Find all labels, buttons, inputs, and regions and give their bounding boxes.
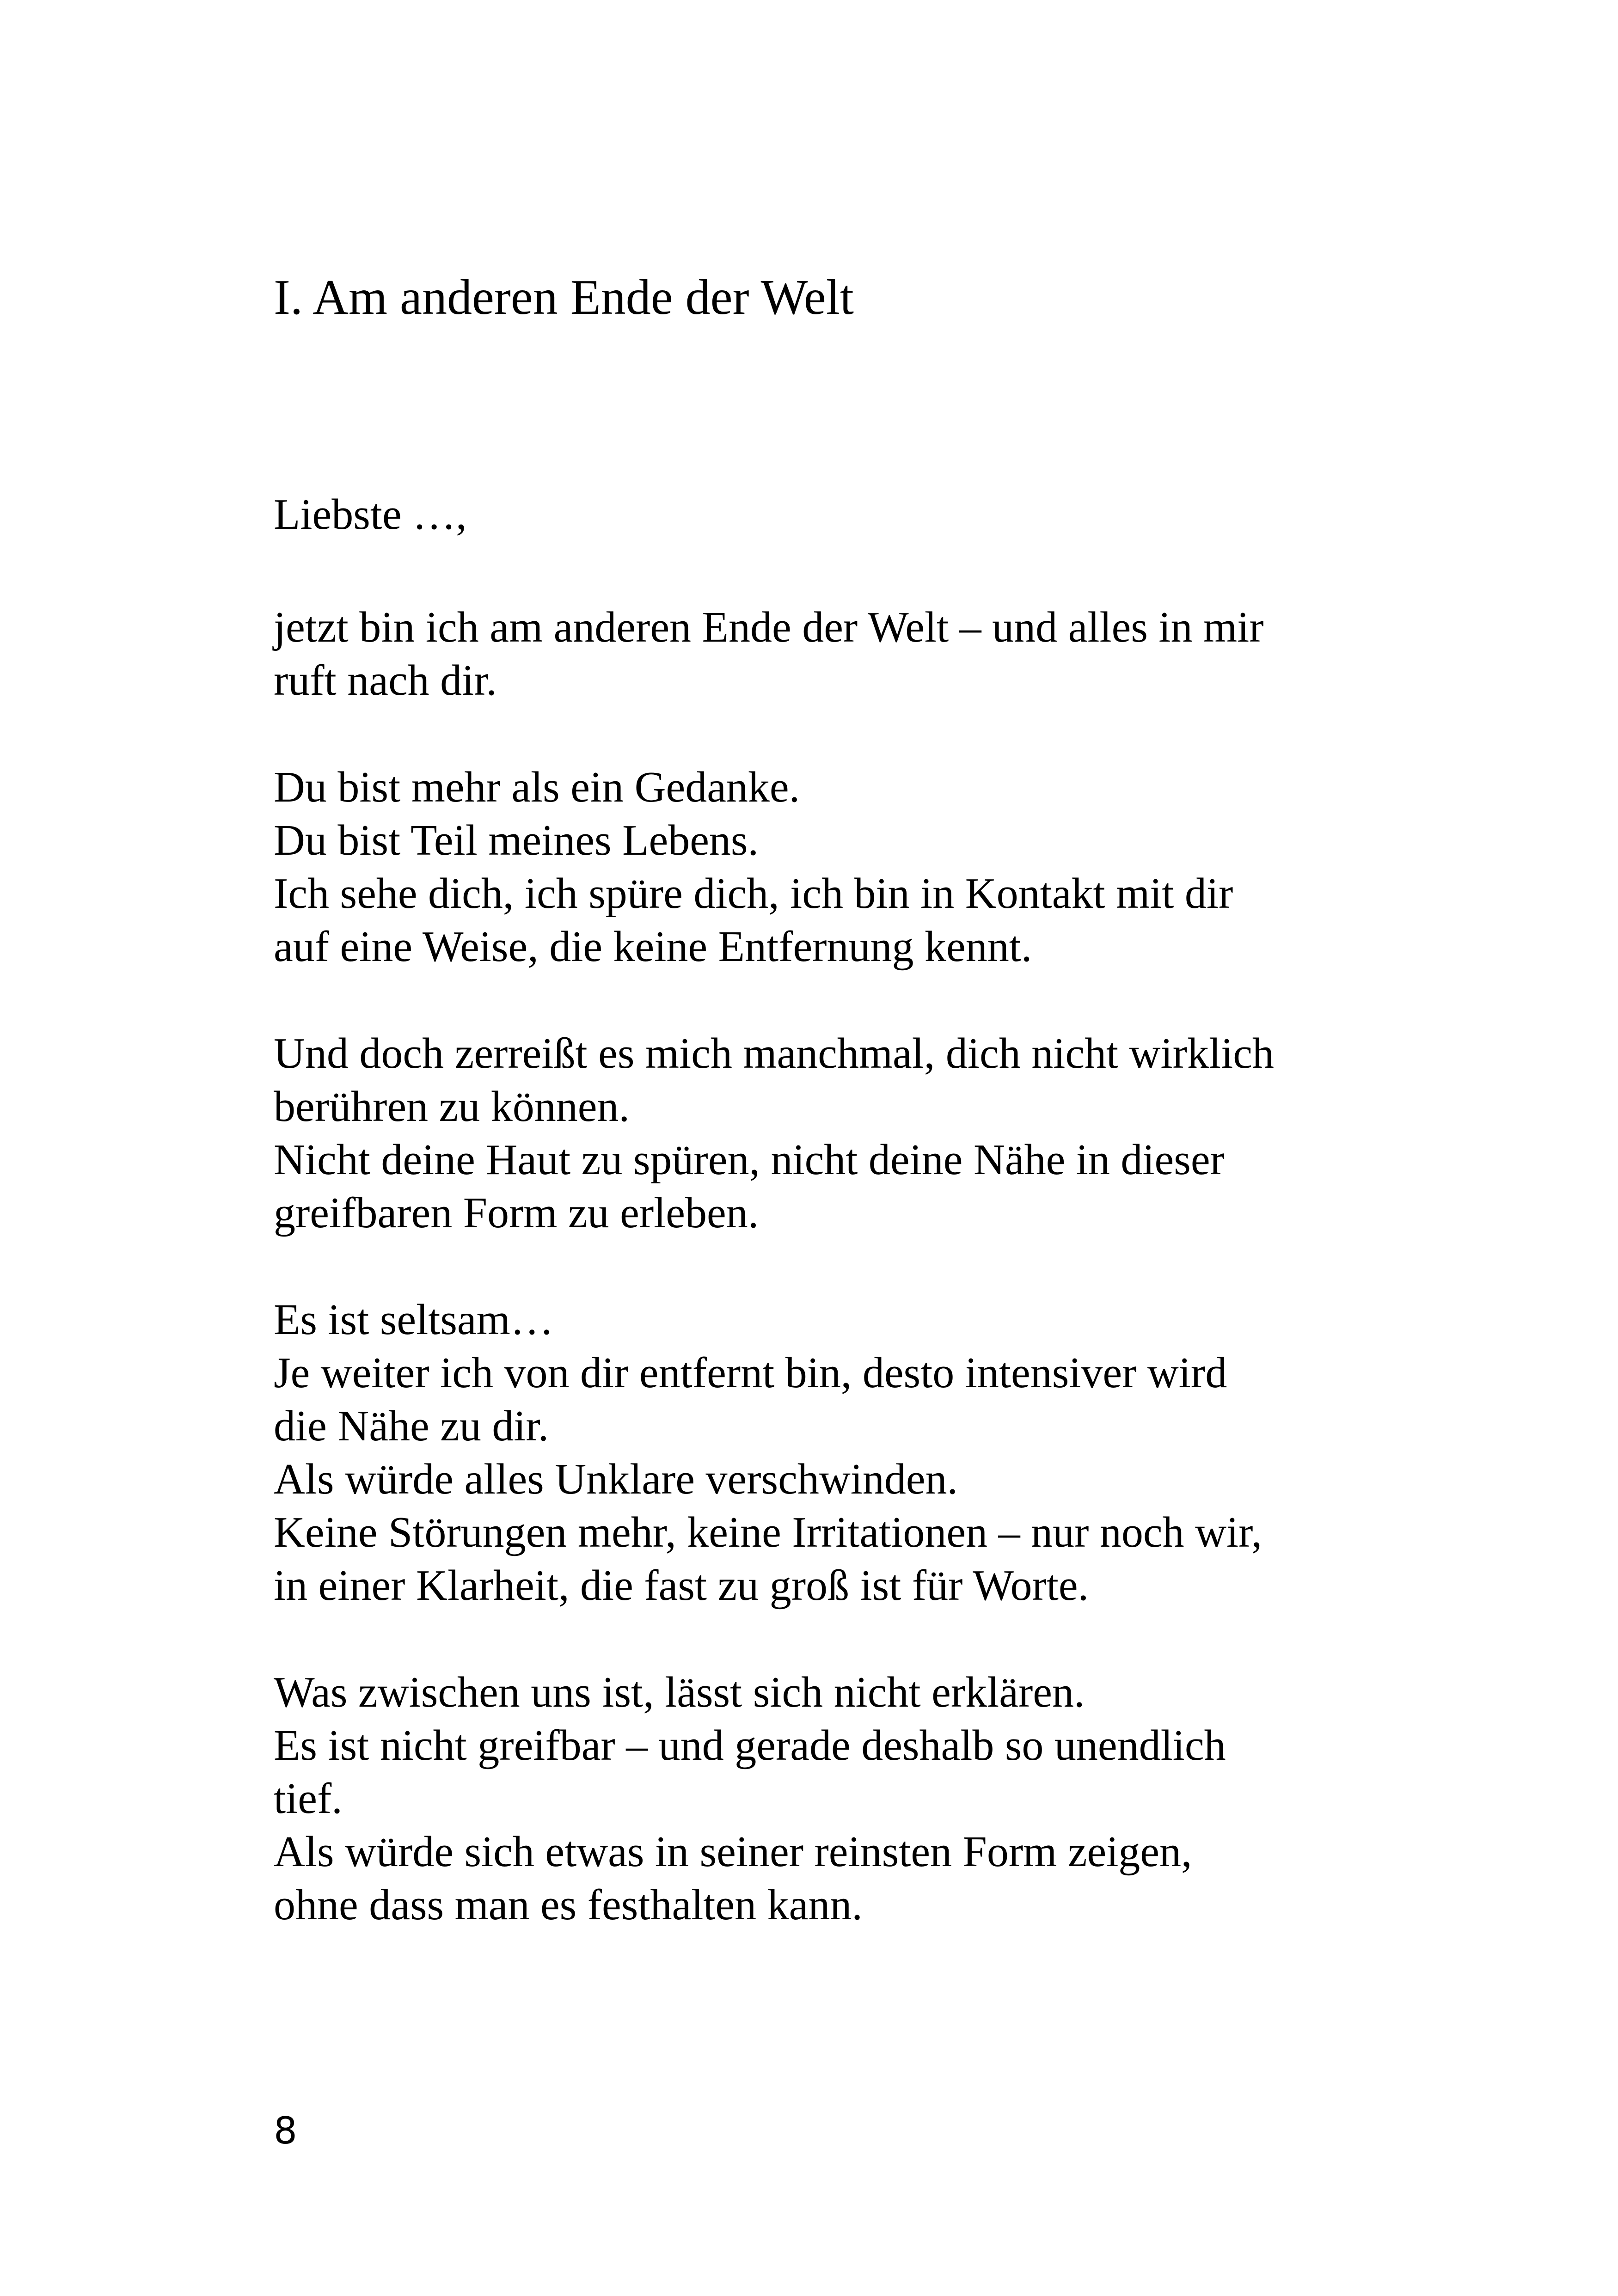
text-line: Je weiter ich von dir entfernt bin, desto intensiver wird xyxy=(274,1349,1227,1397)
text-line: Ich sehe dich, ich spüre dich, ich bin in Kontakt mit dir xyxy=(274,869,1233,918)
text-line: tief. xyxy=(274,1775,343,1823)
text-line: Als würde alles Unklare verschwinden. xyxy=(274,1455,958,1503)
text-line: Du bist Teil meines Lebens. xyxy=(274,816,759,864)
text-line: ohne dass man es festhalten kann. xyxy=(274,1881,863,1929)
text-line: Es ist nicht greifbar – und gerade deshalb so unendlich xyxy=(274,1721,1226,1769)
text-line: Es ist seltsam… xyxy=(274,1296,554,1344)
text-line: Nicht deine Haut zu spüren, nicht deine Nähe in dieser xyxy=(274,1136,1225,1184)
chapter-title: I. Am anderen Ende der Welt xyxy=(274,270,854,325)
text-line: auf eine Weise, die keine Entfernung kennt. xyxy=(274,923,1032,971)
text-line: berühren zu können. xyxy=(274,1083,630,1131)
text-line: Keine Störungen mehr, keine Irritationen – nur noch wir, xyxy=(274,1508,1263,1556)
letter-salutation: Liebste …, xyxy=(274,490,467,539)
stanza xyxy=(274,601,1429,707)
stanza xyxy=(274,761,1429,974)
stanza xyxy=(274,1293,1429,1612)
text-line: ruft nach dir. xyxy=(274,656,497,704)
stanza xyxy=(274,1666,1429,1932)
stanza xyxy=(274,1027,1429,1240)
page-number: 8 xyxy=(274,2109,297,2152)
text-line: in einer Klarheit, die fast zu groß ist für Worte. xyxy=(274,1561,1089,1610)
text-line: jetzt bin ich am anderen Ende der Welt – und alles in mir xyxy=(274,603,1264,651)
text-line: Und doch zerreißt es mich manchmal, dich nicht wirklich xyxy=(274,1029,1274,1078)
text-line: Was zwischen uns ist, lässt sich nicht erklären. xyxy=(274,1668,1085,1716)
text-line: Du bist mehr als ein Gedanke. xyxy=(274,763,800,811)
letter-body xyxy=(274,601,1429,1985)
text-line: Als würde sich etwas in seiner reinsten Form zeigen, xyxy=(274,1828,1192,1876)
text-line: die Nähe zu dir. xyxy=(274,1402,549,1450)
text-line: greifbaren Form zu erleben. xyxy=(274,1189,759,1237)
